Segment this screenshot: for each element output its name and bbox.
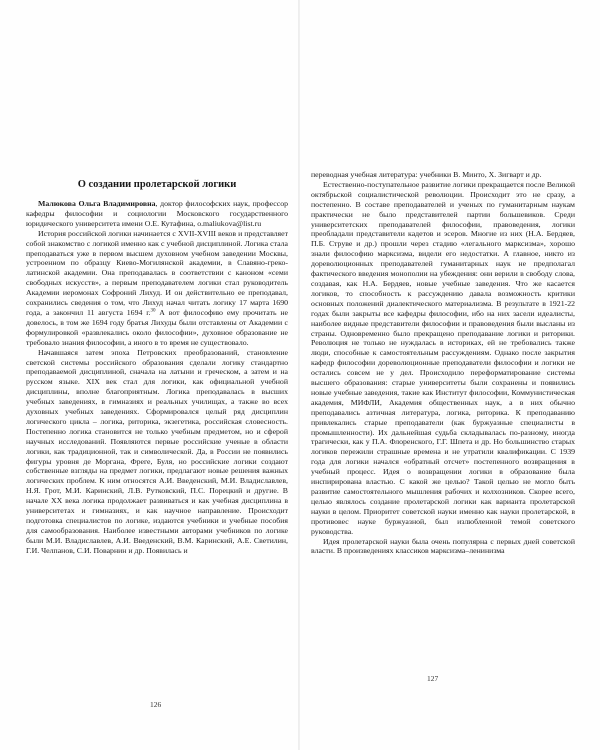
book-fold xyxy=(298,0,300,750)
left-page-number: 126 xyxy=(150,700,162,709)
article-title: О создании пролетарской логики xyxy=(77,179,237,190)
left-paragraph-1-text: История российской логики начинается с XVII-XVIII веков и представляет собой знакомство с логикой именно как с учебной дисциплиной. Логика стала преподаваться уже в первом высшем духовном учебном заведении Москвы, устроенном по образцу Киево-Могилянской академии, в Славяно-греко-латинской академии. Она преподавалась в соответствии с каноном «семи свободных искусств», а первым преподавателем логики стал руководитель Академии иеромонах Софроний Лихуд. И он действительно ее преподавал, сохранились сведения о том, что Лихуд начал читать логику 17 марта 1690 года, а закончил 11 августа 1694 г. xyxy=(26,228,288,317)
left-paragraph-2: Начавшаяся затем эпоха Петровских преобразований, становление светской системы российского образования сделали логику стандартно преподаваемой дисциплиной, сначала на латыни и греческом, а затем и на русском языке. XIX век стал для логики, как официальной учебной дисциплины, вполне благоприятным. Логика преподавалась в высших учебных заведениях, в гимназиях и реальных училищах, а также во всех духовных учебных заведениях. Сформировался целый ряд дисциплин логического цикла – логика, риторика, экзегетика, российская словесность. Постепенно логика становится не только учебным предметом, но и сферой научных исследований. Появляются первые российские ученые в области логики, как традиционной, так и символической. Да, в России не появились фигуры уровня де Моргана, Фреге, Буля, но российские логики создают собственные взгляды на предмет логики, предлагают новые решения важных логических проблем. К ним относятся А.И. Введенский, М.И. Владиславлев, Н.Я. Грот, М.И. Каринский, Л.В. Рутковский, П.С. Порецкий и другие. В начале XX века логика продолжает развиваться и как учебная дисциплина в университетах и гимназиях, и как научное направление. Происходит подготовка специалистов по логике, издаются учебники и учебные пособия для самообразования. Наиболее известными авторами учебников по логике были М.И. Владиславлев, А.И. Введенский, В.М. Каринский, А.Е. Светилин, Г.И. Челпанов, С.И. Поварнин и др. Появилась и xyxy=(26,347,288,555)
left-paragraph-1-tail: А вот философию ему прочитать не довелось, в том же 1694 году братья Лихуды были отставлены от Академии с формулировкой «развлекались около философии», духовное образование не требовало знания философии, а иного в то время не существовало. xyxy=(26,307,288,347)
right-page-number: 127 xyxy=(427,674,439,683)
right-paragraph-3: Идея пролетарской науки была очень популярна с первых дней советской власти. В произведениях классиков марксизма–ленинизма xyxy=(311,536,575,556)
footnote-ref: 30 xyxy=(150,308,156,314)
left-paragraph-1 xyxy=(26,229,288,348)
author-name: Малюкова Ольга Владимировна xyxy=(38,199,156,208)
author-paragraph xyxy=(26,199,288,229)
right-paragraph-1: переводная учебная литература: учебники В. Минто, Х. Зигварт и др. xyxy=(311,170,542,179)
right-paragraph-2: Естественно-поступательное развитие логики прекращается после Великой октябрьской социалистической революции. Происходит это не сразу, а постепенно. В составе преподавателей и ученых по гуманитарным наукам практически не было представителей партии большевиков. Среди университетских преподавателей философии, правоведения, логики преобладали представители кадетов и эсеров. Многие из них (Н.А. Бердяев, П.Б. Струве и др.) прошли через стадию «легального марксизма», хорошо знали философию марксизма, видели его недостатки. А главное, никто из дореволюционных преподавателей гуманитарных наук не предполагал фактического введения монополии на убеждения: они верили в свободу слова, создавая, как Н.А. Бердяев, новые учебные заведения. Что же касается логиков, то способность к рассуждению давала возможность критики основных положений диалектического материализма. В результате в 1921-22 годах были закрыты все кафедры философии, ибо на них засели идеалисты, наиболее видные представители философии и правоведения были высланы из страны. Одновременно было прекращено преподавание логики и риторики. Революция не только не нуждалась в историках, ей не требовались также люди, способные к самостоятельным рассуждениям. Однако после закрытия кафедр философии дореволюционные преподаватели философии и логики не остались совсем не у дел. Происходило переформатирование системы высшего образования: старые университеты были сохранены и появились новые учебные заведения, такие как Институт философии, Коммунистическая академия, МИФЛИ, Академия общественных наук, а в них обычно преподавались азтичная литература, логика, риторика. К преподаванию привлекались старые преподаватели (как буржуазные специалисты в промышленности). Их дальнейшая судьба складывалась по-разному, иногда трагически, как у П.А. Флоренского, Г.Г. Шпета и др. Но большинство старых логиков пережили страшные времена и не утратили квалификации. С 1939 года для логики начался «обратный отсчет» постепенного возвращения в учебный процесс. Идея о возвращении логики в образование была инспирирована властью. С какой же целью? Такой целью не могло быть развитие самостоятельного мышления рабочих и колхозников. Скорее всего, целью являлось создание пролетарской логики как варианта пролетарской науки в целом. Приоритет советской науки именно как науки пролетарской, в противовес науке буржуазной, был излюбленной темой советского руководства. xyxy=(311,179,575,536)
left-page xyxy=(26,178,288,698)
right-page xyxy=(311,170,575,670)
author-credentials: , доктор философских наук, профессор кафедры философии и социологии Московского государственного юридического университета имени О.Е. Кутафина, o.maliukova@list.ru xyxy=(26,199,288,228)
